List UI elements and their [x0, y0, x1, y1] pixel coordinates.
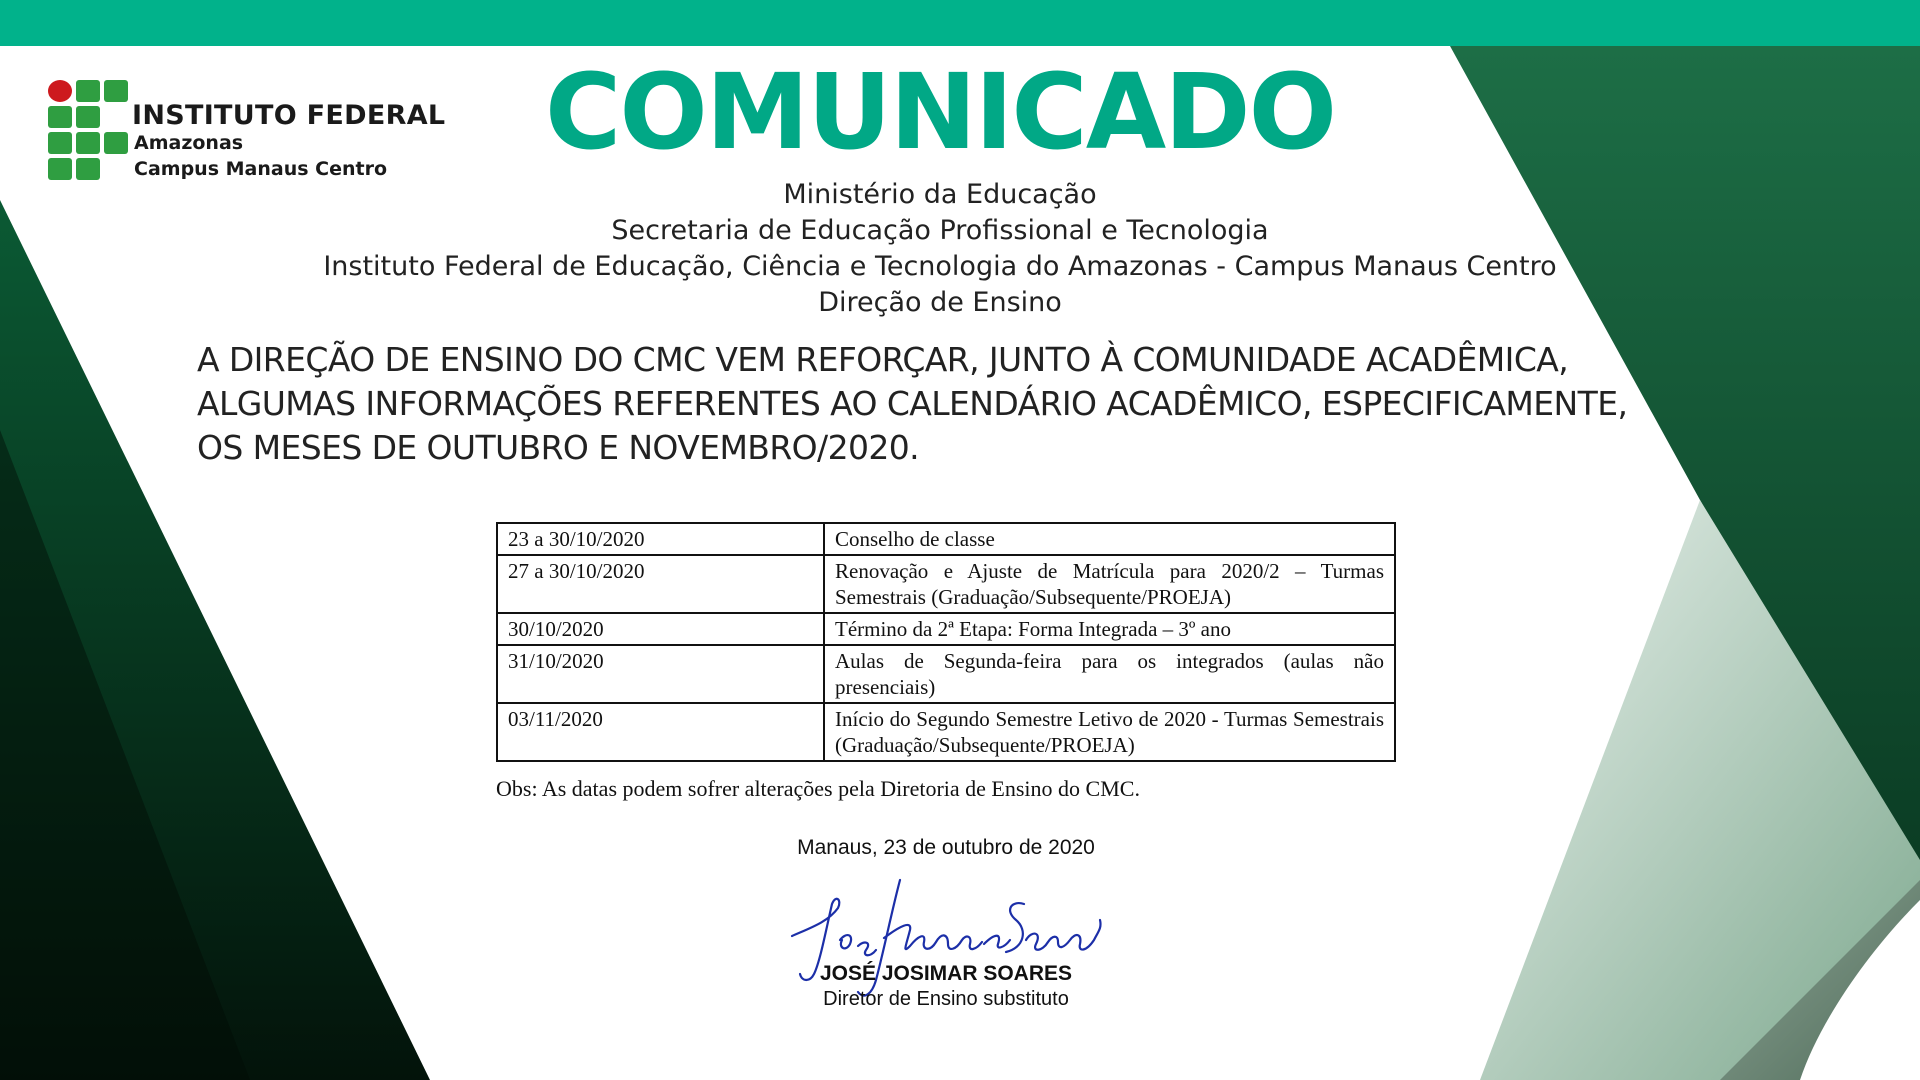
observation-note: Obs: As datas podem sofrer alterações pela Diretoria de Ensino do CMC. — [496, 776, 1140, 801]
table-row — [497, 703, 1395, 761]
schedule-date: 27 a 30/10/2020 — [497, 555, 824, 613]
place-date: Manaus, 23 de outubro de 2020 — [797, 836, 1095, 859]
table-row — [497, 613, 1395, 645]
schedule-date: 23 a 30/10/2020 — [497, 523, 824, 555]
signer-role: Diretor de Ensino substituto — [823, 988, 1069, 1010]
logo-subtitle-campus: Campus Manaus Centro — [134, 158, 388, 180]
issuer-ministry: Ministério da Educação — [783, 179, 1097, 210]
signer-name: JOSÉ JOSIMAR SOARES — [819, 962, 1073, 985]
issuer-institute: Instituto Federal de Educação, Ciência e Tecnologia do Amazonas - Campus Manaus Centro — [323, 251, 1557, 282]
table-row — [497, 523, 1395, 555]
schedule-date: 30/10/2020 — [497, 613, 824, 645]
issuer-secretariat: Secretaria de Educação Profissional e Tecnologia — [611, 215, 1269, 246]
schedule-date: 03/11/2020 — [497, 703, 824, 761]
announcement-text — [197, 338, 1667, 470]
logo-title: INSTITUTO FEDERAL — [132, 100, 446, 131]
page-title: COMUNICADO — [545, 51, 1335, 173]
schedule-event: Conselho de classe — [824, 523, 1395, 555]
schedule-event: Aulas de Segunda-feira para os integrados (aulas não presenciais) — [824, 645, 1395, 703]
announcement-line: A DIREÇÃO DE ENSINO DO CMC VEM REFORÇAR, JUNTO À COMUNIDADE ACADÊMICA, — [197, 340, 1569, 379]
schedule-event: Término da 2ª Etapa: Forma Integrada – 3º ano — [824, 613, 1395, 645]
schedule-event: Início do Segundo Semestre Letivo de 2020 - Turmas Semestrais (Graduação/Subsequente/PROEJA) — [824, 703, 1395, 761]
announcement-line: OS MESES DE OUTUBRO E NOVEMBRO/2020. — [197, 428, 920, 467]
schedule-table — [496, 522, 1396, 762]
schedule-date: 31/10/2020 — [497, 645, 824, 703]
table-row — [497, 555, 1395, 613]
issuer-block — [300, 177, 1580, 321]
logo-grid-icon — [48, 80, 130, 182]
issuer-department: Direção de Ensino — [818, 287, 1062, 318]
schedule-event: Renovação e Ajuste de Matrícula para 2020/2 – Turmas Semestrais (Graduação/Subsequente/PROEJA) — [824, 555, 1395, 613]
logo-subtitle-state: Amazonas — [134, 132, 244, 154]
institution-logo — [48, 80, 448, 190]
announcement-line: ALGUMAS INFORMAÇÕES REFERENTES AO CALENDÁRIO ACADÊMICO, ESPECIFICAMENTE, — [197, 384, 1628, 423]
table-row — [497, 645, 1395, 703]
